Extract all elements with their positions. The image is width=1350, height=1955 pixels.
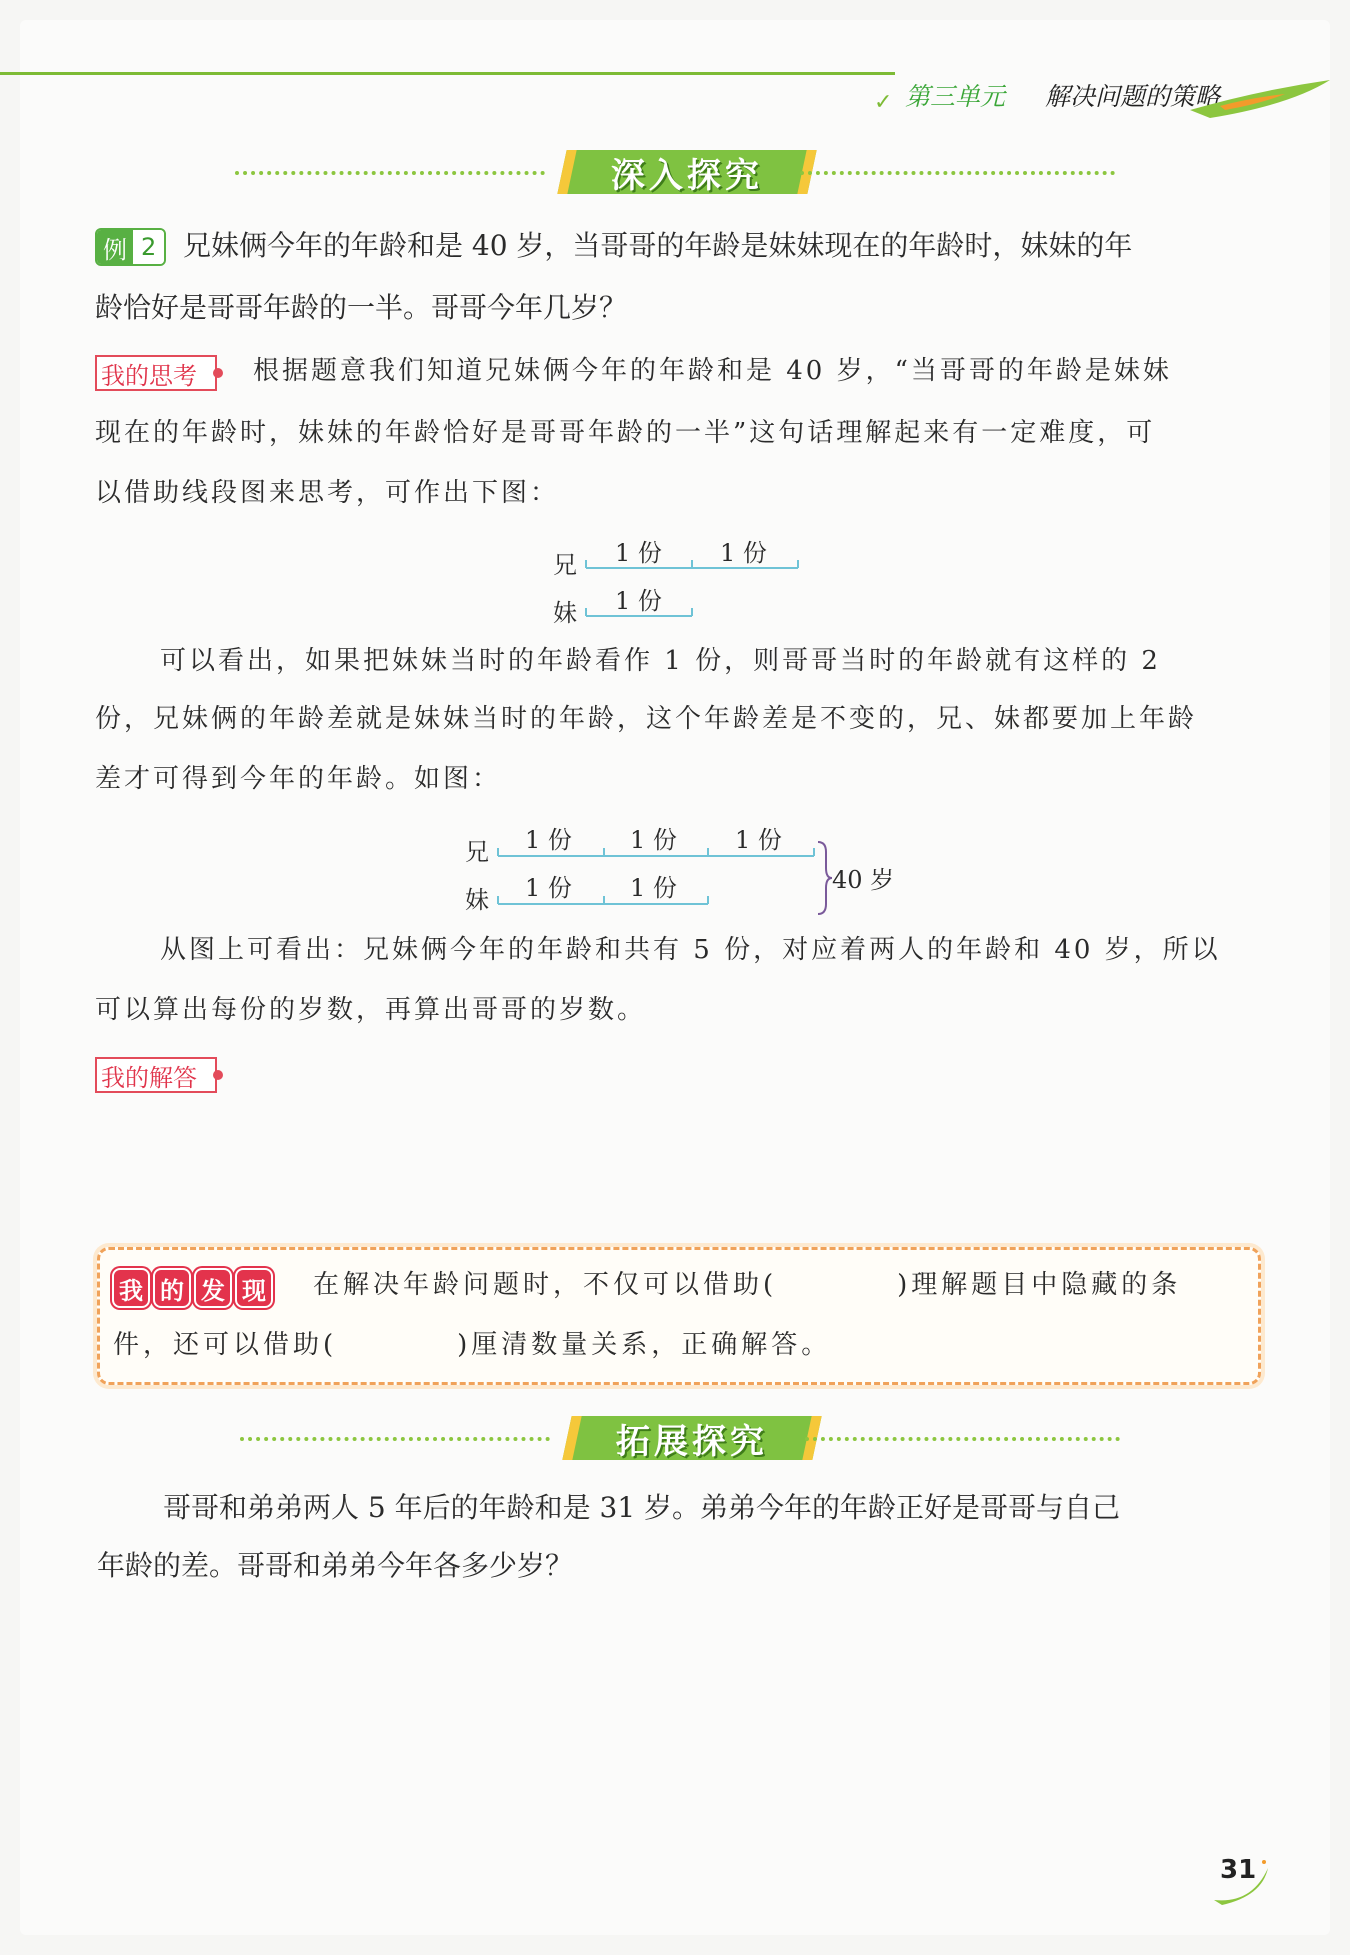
leaf-swoosh-icon [1190, 80, 1335, 120]
section-title: 拓展探究 [616, 1421, 768, 1462]
banner-dots-right [800, 171, 1115, 175]
answer-tag-label: 我的解答 [101, 1063, 197, 1092]
example-badge [95, 228, 166, 266]
extension-answer-space[interactable] [97, 1600, 1257, 1830]
diagram1-segment-label: 1 份 [615, 587, 662, 615]
thinking-tag [95, 355, 217, 391]
para3-line-2: 可以算出每份的岁数，再算出哥哥的岁数。 [95, 995, 647, 1025]
para3-line-1: 从图上可看出：兄妹俩今年的年龄和共有 5 份，对应着两人的年龄和 40 岁，所以 [160, 935, 1221, 965]
section-banner-explore [557, 150, 816, 194]
thinking-line-1: 根据题意我们知道兄妹俩今年的年龄和是 40 岁，“当哥哥的年龄是妹妹 [253, 356, 1172, 386]
banner-dots-left [240, 1437, 550, 1441]
example-badge-word: 例 [97, 230, 133, 264]
example-line-2: 龄恰好是哥哥年龄的一半。哥哥今年几岁？ [95, 291, 628, 324]
unit-label: 第三单元 [905, 82, 1006, 111]
para2-line-3: 差才可得到今年的年龄。如图： [95, 764, 502, 794]
unit-title: 解决问题的策略 [1045, 82, 1221, 111]
diagram1-sister-label: 妹 [553, 599, 577, 627]
total-brace [818, 842, 832, 914]
diagram2-sister-label: 妹 [465, 886, 489, 914]
diagram1-segment-label: 1 份 [720, 539, 767, 567]
thinking-line-3: 以借助线段图来思考，可作出下图： [95, 478, 560, 508]
diagram2-segment-label: 1 份 [525, 826, 572, 854]
answer-tag [95, 1057, 217, 1093]
discovery-badge-char: 的 [153, 1268, 191, 1308]
section-banner-extension [562, 1416, 821, 1460]
banner-dots-left [235, 171, 545, 175]
discovery-line-2: 件，还可以借助( )厘清数量关系，正确解答。 [113, 1330, 832, 1360]
example-line-1: 兄妹俩今年的年龄和是 40 岁，当哥哥的年龄是妹妹现在的年龄时，妹妹的年 [183, 229, 1133, 262]
discovery-badge-char: 现 [235, 1268, 273, 1308]
discovery-badge-char: 我 [112, 1268, 150, 1308]
thinking-tag-label: 我的思考 [101, 361, 197, 390]
section-title: 深入探究 [611, 155, 763, 196]
diagram2-segment-label: 1 份 [630, 826, 677, 854]
line-segment-diagram-1 [580, 550, 810, 620]
header-rule [0, 72, 895, 75]
diagram2-segment-label: 1 份 [630, 874, 677, 902]
diagram1-segment-label: 1 份 [615, 539, 662, 567]
diagram2-segment-label: 1 份 [525, 874, 572, 902]
page-number: 31 [1220, 1855, 1257, 1885]
tag-dot-icon [213, 368, 223, 378]
discovery-badge [112, 1268, 273, 1308]
diagram2-total-label: 40 岁 [832, 866, 895, 894]
tag-dot-icon [213, 1070, 223, 1080]
para2-line-1: 可以看出，如果把妹妹当时的年龄看作 1 份，则哥哥当时的年龄就有这样的 2 [160, 646, 1161, 676]
diagram1-brother-label: 兄 [553, 551, 577, 579]
example-badge-number: 2 [133, 230, 164, 264]
extension-line-2: 年龄的差。哥哥和弟弟今年各多少岁？ [97, 1549, 574, 1582]
para2-line-2: 份，兄妹俩的年龄差就是妹妹当时的年龄，这个年龄差是不变的，兄、妹都要加上年龄 [95, 704, 1198, 734]
answer-space[interactable] [95, 1100, 1255, 1220]
chevron-icon: ✓ [874, 90, 893, 115]
banner-dots-right [805, 1437, 1120, 1441]
diagram2-segment-label: 1 份 [735, 826, 782, 854]
extension-line-1: 哥哥和弟弟两人 5 年后的年龄和是 31 岁。弟弟今年的年龄正好是哥哥与自己 [163, 1491, 1121, 1524]
line-segment-diagram-2 [492, 838, 832, 918]
discovery-line-1: 在解决年龄问题时，不仅可以借助( )理解题目中隐藏的条 [313, 1270, 1182, 1300]
discovery-badge-char: 发 [194, 1268, 232, 1308]
thinking-line-2: 现在的年龄时，妹妹的年龄恰好是哥哥年龄的一半”这句话理解起来有一定难度，可 [95, 418, 1156, 448]
diagram2-brother-label: 兄 [465, 838, 489, 866]
